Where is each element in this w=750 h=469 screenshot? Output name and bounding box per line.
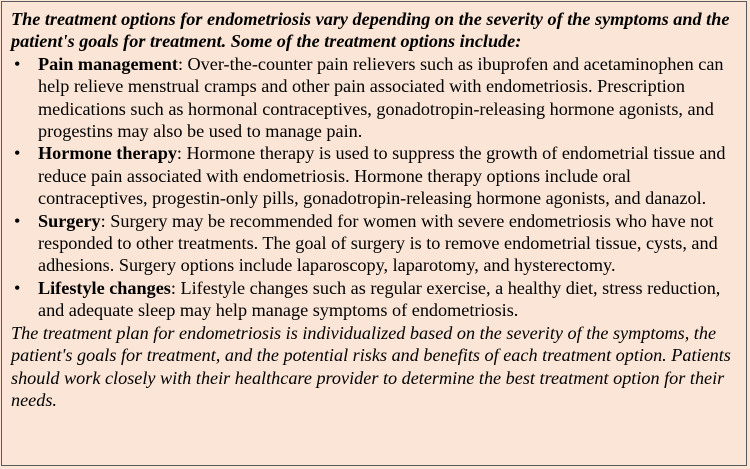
term-separator: :	[176, 143, 187, 164]
list-item-lifestyle-changes	[11, 277, 738, 322]
list-item-hormone-therapy	[11, 142, 738, 209]
option-term: Pain management	[38, 53, 178, 74]
bullet-icon: •	[14, 143, 21, 164]
treatment-options-list	[11, 53, 738, 322]
option-term: Lifestyle changes	[38, 277, 171, 298]
option-term: Surgery	[38, 210, 101, 231]
option-description: Surgery may be recommended for women with severe endometriosis who have not responded to other treatments. The goal of surgery is to remove endometrial tissue, cysts, and adhesions. Surgery options include laparoscopy, laparotomy, and hysterectomy.	[38, 210, 718, 276]
term-separator: :	[177, 53, 188, 74]
bullet-icon: •	[14, 53, 21, 74]
intro-paragraph: The treatment options for endometriosis vary depending on the severity of the symptoms and the patient's goals for treatment. Some of the treatment options include:	[11, 9, 730, 52]
document-card	[1, 1, 747, 466]
term-separator: :	[170, 277, 181, 298]
list-item-surgery	[11, 210, 738, 277]
option-term: Hormone therapy	[38, 143, 177, 164]
outro-paragraph: The treatment plan for endometriosis is individualized based on the severity of the symptoms, the patient's goals for treatment, and the potential risks and benefits of each treatment option. Patients should work closely with their healthcare provider to determine the best treatment option for their needs.	[11, 322, 731, 410]
option-description: Lifestyle changes such as regular exercise, a healthy diet, stress reduction, and adequate sleep may help manage symptoms of endometriosis.	[38, 277, 721, 321]
list-item-pain-management	[11, 53, 738, 143]
term-separator: :	[100, 210, 111, 231]
option-description: Hormone therapy is used to suppress the growth of endometrial tissue and reduce pain associated with endometriosis. Hormone therapy options include oral contraceptives, progestin-only pills, gonadotropin-releasing hormone agonists, and danazol.	[38, 143, 726, 209]
bullet-icon: •	[14, 210, 21, 231]
bullet-icon: •	[14, 277, 21, 298]
option-description: Over-the-counter pain relievers such as ibuprofen and acetaminophen can help relieve menstrual cramps and other pain associated with endometriosis. Prescription medications such as hormonal contraceptives, gonadotropin-releasing hormone agonists, and progestins may also be used to manage pain.	[38, 53, 724, 142]
